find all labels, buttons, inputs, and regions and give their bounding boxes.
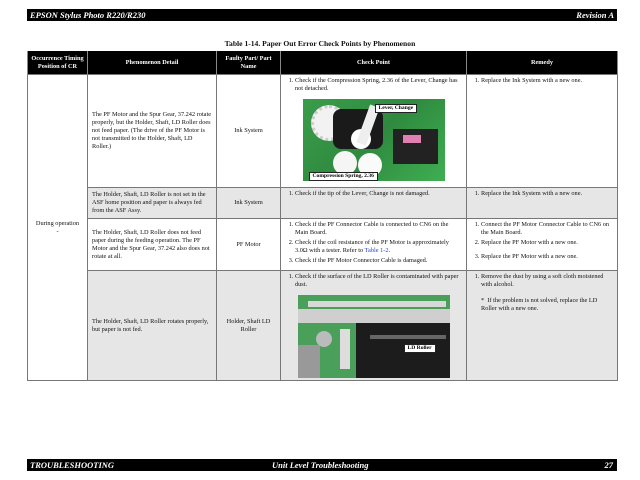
col-header-remedy: Remedy [467, 51, 618, 75]
faulty-part-cell: PF Motor [217, 219, 281, 271]
photo-label-ld-roller: LD Roller [404, 344, 436, 353]
check-item: 1. Check if the tip of the Lever, Change is not damaged. [295, 190, 462, 198]
faulty-part-cell: Ink System [217, 188, 281, 219]
check-item: 1. Check if the surface of the LD Roller is contaminated with paper dust. [295, 273, 462, 289]
page-header-bar [27, 9, 617, 21]
remedy-cell [467, 271, 618, 381]
table-row [28, 271, 618, 381]
occurrence-sub: - [56, 227, 59, 235]
col-header-faulty-part: Faulty Part/ Part Name [217, 51, 281, 75]
remedy-cell [467, 188, 618, 219]
col-header-check-point: Check Point [281, 51, 467, 75]
page-footer-bar [27, 459, 617, 471]
faulty-part-cell: Holder, Shaft LD Roller [217, 271, 281, 381]
remedy-item: 1. Remove the dust by using a soft cloth moistened with alcohol. [481, 273, 613, 289]
phenomenon-cell: The PF Motor and the Spur Gear, 37.242 rotate properly, but the Holder, Shaft, LD Roller does not feed paper. (The drive of the PF Motor is not transmitted to the Holder, Shaft, LD Roller.) [88, 75, 217, 188]
table-row [28, 75, 618, 188]
table-row [28, 188, 618, 219]
check-point-cell [281, 75, 467, 188]
check-point-cell [281, 188, 467, 219]
asterisk-icon: * [481, 297, 485, 304]
check-points-table [27, 51, 618, 381]
check-item: 1. Check if the Compression Spring, 2.36 of the Lever, Change has not detached. [295, 77, 462, 93]
footer-subsection: Unit Level Troubleshooting [272, 460, 369, 470]
check-point-cell [281, 219, 467, 271]
remedy-note: * If the problem is not solved, replace the LD Roller with a new one. [481, 297, 598, 312]
faulty-part-cell: Ink System [217, 75, 281, 188]
page-number: 27 [604, 460, 613, 470]
col-header-occurrence: Occurrence Timing Position of CR [28, 51, 88, 75]
header-revision: Revision A [576, 10, 614, 20]
remedy-item: 3. Replace the PF Motor with a new one. [481, 253, 613, 261]
remedy-cell [467, 219, 618, 271]
remedy-item: 1. Replace the Ink System with a new one. [481, 77, 613, 85]
check-item: 3. Check if the PF Motor Connector Cable is damaged. [295, 257, 462, 265]
occurrence-text: During operation [35, 219, 80, 227]
check-item: 1. Check if the PF Connector Cable is connected to CN6 on the Main Board. [295, 221, 462, 237]
table-1-2-link[interactable]: Table 1-2 [364, 247, 389, 254]
remedy-item: 1. Replace the Ink System with a new one. [481, 190, 613, 198]
col-header-phenomenon: Phenomenon Detail [88, 51, 217, 75]
header-title: EPSON Stylus Photo R220/R230 [30, 10, 146, 20]
table-header-row [28, 51, 618, 75]
lever-change-photo [303, 99, 445, 181]
footer-section: TROUBLESHOOTING [30, 460, 115, 470]
phenomenon-cell: The Holder, Shaft, LD Roller does not feed paper during the feeding operation. The PF Motor and the Spur Gear, 37.242 also does not rotate at all. [88, 219, 217, 271]
ld-roller-photo [298, 295, 450, 378]
check-item: 2. Check if the coil resistance of the PF Motor is approximately 3.0Ω with a tester. Refer to Table 1-2. [295, 239, 462, 255]
phenomenon-cell: The Holder, Shaft, LD Roller rotates properly, but paper is not fed. [88, 271, 217, 381]
remedy-item: 2. Replace the PF Motor with a new one. [481, 239, 613, 247]
remedy-item: 1. Connect the PF Motor Connector Cable to CN6 on the Main Board. [481, 221, 613, 237]
occurrence-cell [28, 75, 88, 381]
remedy-cell [467, 75, 618, 188]
photo-label-lever-change: Lever, Change [375, 104, 418, 113]
table-caption: Table 1-14. Paper Out Error Check Points by Phenomenon [224, 39, 416, 48]
table-row [28, 219, 618, 271]
phenomenon-cell: The Holder, Shaft, LD Roller is not set in the ASF home position and paper is always fed from the ASF Assy. [88, 188, 217, 219]
check-point-cell [281, 271, 467, 381]
photo-label-compression-spring: Compression Spring, 2.36 [309, 172, 378, 181]
